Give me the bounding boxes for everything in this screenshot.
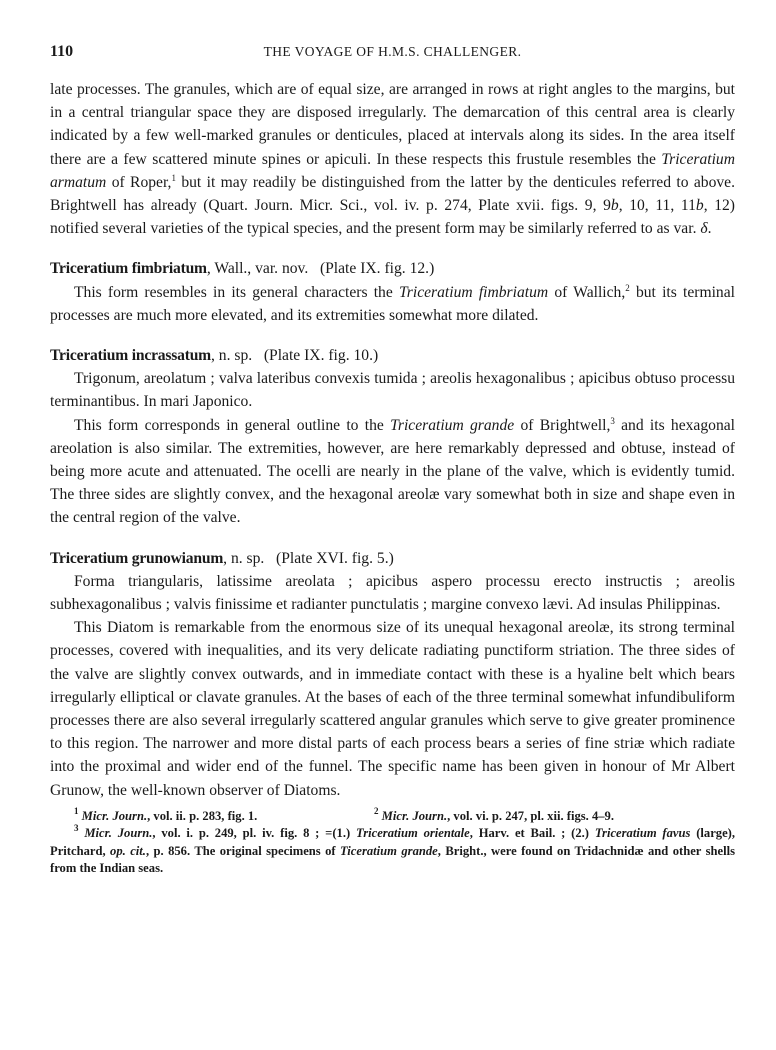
continued-paragraph (50, 78, 735, 240)
document-page (50, 40, 735, 878)
species-section (50, 547, 735, 802)
species-name: Triceratium fimbriatum (398, 283, 549, 301)
text: , Bright., were found on Tridachnidæ and other shells from the Indian seas. (50, 843, 735, 876)
text: This form resembles in its general characters the (74, 283, 399, 301)
journal-name: Micr. Journ. (84, 826, 153, 841)
running-title: THE VOYAGE OF H.M.S. CHALLENGER. (263, 44, 522, 59)
text: , vol. vi. p. 247, pl. xii. figs. 4–9. (447, 808, 614, 823)
species-authority: , n. sp. (210, 347, 253, 365)
text: , 10, 11, 11 (618, 197, 696, 215)
species-title: Triceratium fimbriatum (50, 260, 207, 278)
text: b (695, 197, 704, 215)
species-heading (50, 547, 735, 570)
species-section (50, 257, 735, 327)
description-paragraph (50, 281, 735, 327)
species-name: Triceratium favus (594, 826, 691, 841)
text: , Harv. et Bail. ; (2.) (469, 826, 595, 841)
text: and its hexagonal areolation is also similar. The extremities, however, are here remarkably depressed and obtuse, instead of being more acute and attenuated. The ocelli are nearly in the plane of the valve, which is evidently tumid. The three sides are slightly convex, and the hexagonal areolæ vary somewhat both in size and shape even in the central region of the valve. (50, 416, 735, 527)
text: , p. 856. The original specimens of (145, 843, 341, 858)
text: This form corresponds in general outline to the (74, 416, 391, 434)
text: late processes. The granules, which are of equal size, are arranged in rows at right angles to the margins, but in a central triangular space they are disposed irregularly. The demarcation of this central area is clearly indicated by a few well-marked granules or denticules, placed at intervals along its sides. In the area itself there are a few scattered minute spines or apiculi. In these respects this frustule resembles the (50, 81, 735, 168)
page-number: 110 (50, 43, 74, 60)
footnote-2 (374, 805, 735, 826)
species-name: Triceratium armatum (50, 150, 735, 191)
text: , vol. i. p. 249, pl. iv. fig. 8 ; =(1.) (152, 826, 356, 841)
description-paragraph (50, 414, 735, 530)
latin-diagnosis: Trigonum, areolatum ; valva lateribus convexis tumida ; areolis hexagonalibus ; apicibus obtuso processu terminantibus. In mari Japonico. (50, 370, 735, 411)
running-head (50, 40, 735, 70)
plate-reference: (Plate IX. fig. 10.) (263, 347, 379, 365)
footnote-mark: 1 (74, 805, 79, 816)
species-name: Triceratium orientale (355, 826, 470, 841)
species-heading (50, 257, 735, 280)
footnotes (50, 805, 736, 878)
text: , vol. ii. p. 283, fig. 1. (147, 808, 258, 823)
footnote-ref[interactable]: 3 (610, 415, 615, 426)
text: of Brightwell, (514, 416, 611, 434)
species-section (50, 344, 735, 530)
text: δ (700, 220, 708, 238)
text: op. cit. (110, 843, 146, 858)
plate-reference: (Plate XVI. fig. 5.) (276, 549, 394, 567)
text: of Roper, (106, 173, 172, 191)
species-authority: , n. sp. (223, 549, 265, 567)
species-authority: , Wall., var. nov. (206, 260, 309, 278)
species-name: Ticeratium grande (340, 843, 438, 858)
footnote-row (50, 805, 735, 826)
description-paragraph: This Diatom is remarkable from the enormous size of its unequal hexagonal areolæ, its strong terminal processes, covered with inequalities, and its very delicate radiating punctiform striation. The three sides of the valve are slightly convex outwards, and in immediate contact with these is a hyaline belt which bears irregularly elliptical or clavate granules. At the bases of each of the three terminal somewhat infundibuliform processes there are also several irregularly scattered angular granules which serve to give greater prominence to this region. The narrower and more distal parts of each process bears a series of fine striæ which radiate into the proximal and wider end of the funnel. The specific name has been given in honour of Mr Albert Grunow, the well-known observer of Diatoms. (50, 619, 735, 799)
text: (large), Pritchard, (50, 826, 736, 858)
text: . (707, 220, 712, 238)
footnote-mark: 3 (74, 823, 79, 834)
text: but it may readily be distinguished from the latter by the denticules referred to above. Brightwell has already (Quart. Journ. Micr. Sci., vol. iv. p. 274, Plate xvii. figs. 9, 9 (50, 173, 736, 215)
text: of Wallich, (548, 283, 626, 301)
footnote-1 (74, 805, 374, 826)
text: , 12) notified several varieties of the typical species, and the present form may be similarly referred to as var. (50, 197, 735, 238)
species-title: Triceratium incrassatum (50, 347, 211, 365)
text: b (610, 197, 619, 215)
journal-name: Micr. Journ. (381, 808, 448, 823)
species-name: Triceratium grande (390, 416, 515, 434)
footnote-ref[interactable]: 2 (625, 282, 630, 293)
footnote-ref[interactable]: 1 (171, 172, 176, 183)
plate-reference: (Plate IX. fig. 12.) (319, 260, 435, 278)
species-title: Triceratium grunowianum (50, 549, 224, 567)
text: but its terminal processes are much more elevated, and its extremities somewhat more dilated. (50, 283, 735, 324)
footnote-mark: 2 (374, 805, 379, 816)
species-heading (50, 344, 735, 367)
footnote-3 (50, 825, 735, 878)
latin-diagnosis: Forma triangularis, latissime areolata ; apicibus aspero processu erecto instructis ; areolis subhexagonalibus ; valvis finissime et radianter punctulatis ; margine convexo lævi. Ad insulas Philippinas. (50, 572, 735, 614)
journal-name: Micr. Journ. (81, 808, 148, 823)
